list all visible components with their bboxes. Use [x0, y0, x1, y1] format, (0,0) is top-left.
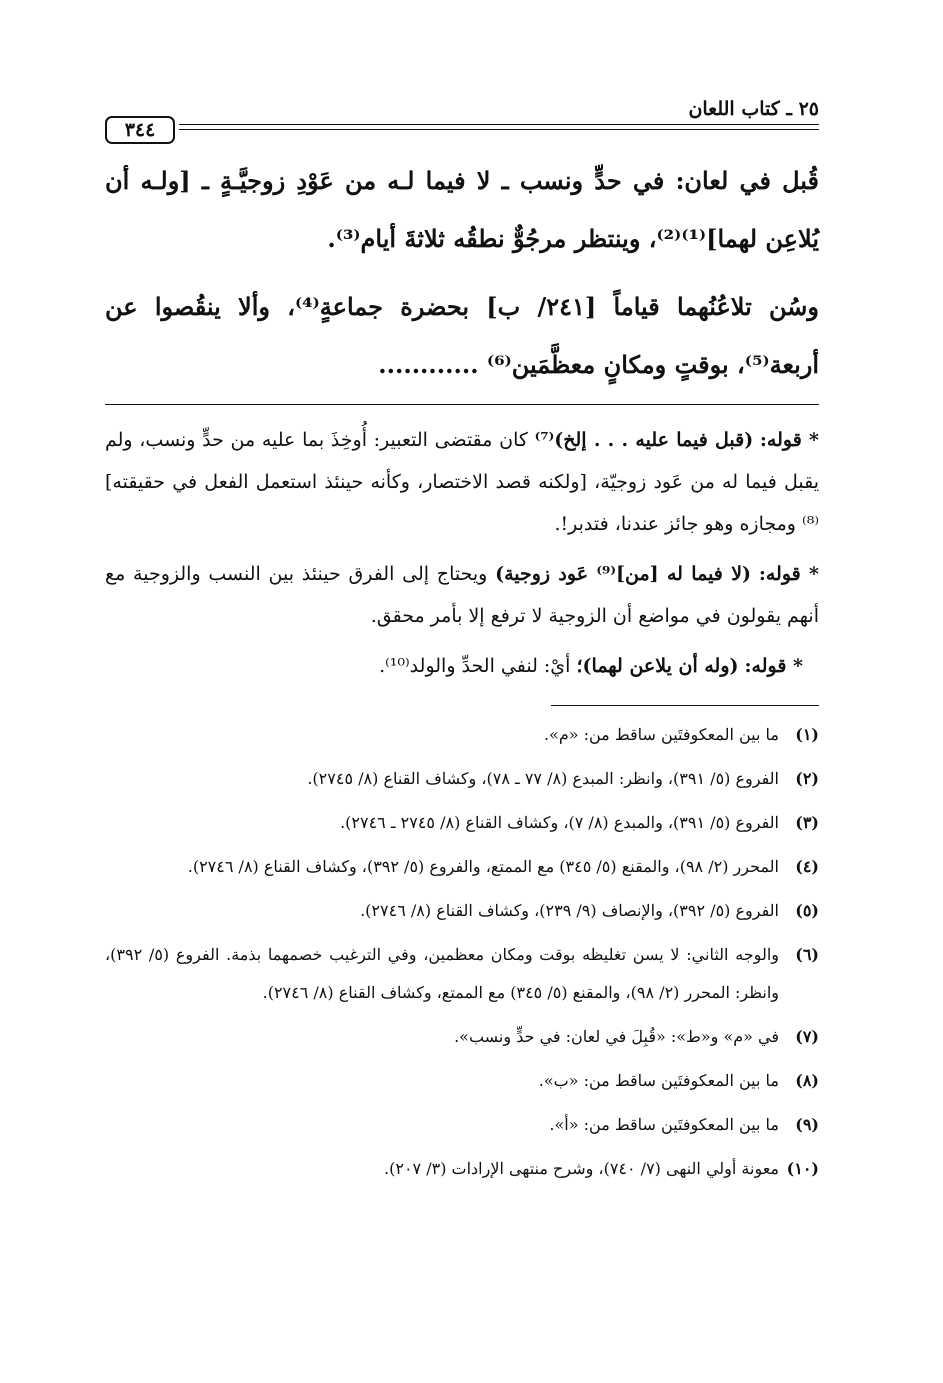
footnote [105, 1106, 819, 1144]
footnote [105, 804, 819, 842]
footnote-text: في «م» و«ط»: «قُبِلَ في لعان: في حدٍّ ونسب». [454, 1027, 779, 1046]
commentary-text: كان مقتضى التعبير: أُوخِذَ بما عليه من حدٍّ ونسب، ولم يقبل فيما له من عَود زوجيّة، [ولكنه قصد الاختصار، وكأنه حينئذ استعمل الفعل في حقيقته]⁽⁸⁾ ومجازه وهو جائز عندنا، فتدبر!. [105, 429, 819, 535]
footnote-number: (٧) [795, 1027, 819, 1046]
footnote-text: ما بين المعكوفتَين ساقط من: «م». [543, 725, 779, 744]
commentary-quote: (قبل فيما عليه . . . إلخ)⁽⁷⁾ [534, 429, 754, 451]
footnote-number: (٦) [795, 945, 819, 964]
footnote [105, 1062, 819, 1100]
main-paragraph [105, 278, 819, 394]
main-paragraph-text: وسُن تلاعُنُهما قياماً [٢٤١/ ب] بحضرة جماعةٍ⁽⁴⁾، وألا ينقُصوا عن أربعة⁽⁵⁾، بوقتٍ ومكانٍ معظَّمَين⁽⁶⁾ [105, 292, 819, 379]
main-paragraph: قُبل في لعان: في حدٍّ ونسب ـ لا فيما لـه من عَوْدِ زوجيَّـةٍ ـ [ولـه أن يُلاعِن لهما]⁽¹⁾⁽²⁾، وينتظر مرجُوٌّ نطقُه ثلاثةَ أيام⁽³⁾. [105, 166, 819, 253]
footnote-text: ما بين المعكوفتَين ساقط من: «أ». [549, 1115, 779, 1134]
footnote-number: (١) [795, 725, 819, 744]
footnote-number: (٢) [795, 769, 819, 788]
footnote-text: الفروع (٥/ ٣٩٢)، والإنصاف (٩/ ٢٣٩)، وكشاف القناع (٨/ ٢٧٤٦). [360, 901, 779, 920]
footnote-text: ما بين المعكوفتَين ساقط من: «ب». [538, 1071, 779, 1090]
footnote-text: والوجه الثاني: لا يسن تغليظه بوقت ومكان معظمين، وفي الترغيب خصمهما بذمة. الفروع (٥/ ٣٩٢)، وانظر: المحرر (٢/ ٩٨)، والمقنع (٥/ ٣٤٥) مع الممتع، وكشاف القناع (٨/ ٢٧٤٦). [105, 945, 779, 1002]
footnote [105, 892, 819, 930]
commentary-lead: * قوله: [758, 563, 819, 585]
commentary-paragraph [105, 553, 819, 637]
footnote-text: الفروع (٥/ ٣٩١)، والمبدع (٨/ ٧)، وكشاف القناع (٨/ ٢٧٤٥ ـ ٢٧٤٦). [340, 813, 779, 832]
commentary-quote: (وله أن يلاعن لهما)؛ [576, 655, 739, 677]
page-header [105, 88, 819, 141]
footnote [105, 716, 819, 754]
footnote [105, 1018, 819, 1056]
footnote-number: (٨) [795, 1071, 819, 1090]
footnote-number: (٩) [795, 1115, 819, 1134]
commentary-text: أيْ: لنفي الحدِّ والولد⁽¹⁰⁾. [379, 655, 571, 677]
footnote-text: المحرر (٢/ ٩٨)، والمقنع (٥/ ٣٤٥) مع الممتع، والفروع (٥/ ٣٩٢)، وكشاف القناع (٨/ ٢٧٤٦). [187, 857, 779, 876]
footnotes [105, 716, 819, 1188]
footnote-divider [551, 705, 819, 706]
footnote [105, 936, 819, 1012]
footnote-number: (١٠) [786, 1159, 819, 1178]
commentary-text: ويحتاج إلى الفرق حينئذ بين النسب والزوجية مع أنهم يقولون في مواضع أن الزوجية لا ترفع إلا بأمر محقق. [105, 563, 819, 627]
footnote [105, 1150, 819, 1188]
header-rule [179, 124, 819, 130]
commentary-quote: (لا فيما له [من]⁽⁹⁾ عَود زوجية) [495, 563, 752, 585]
footnote [105, 848, 819, 886]
main-text [105, 152, 819, 394]
commentary-paragraph [105, 645, 819, 687]
book-page [105, 88, 819, 1194]
leader-dots: ............ [378, 350, 479, 379]
commentary-divider [105, 404, 819, 405]
commentary-paragraph [105, 419, 819, 545]
footnote-number: (٤) [795, 857, 819, 876]
commentary [105, 419, 819, 687]
footnote-text: الفروع (٥/ ٣٩١)، وانظر: المبدع (٨/ ٧٧ ـ ٧٨)، وكشاف القناع (٨/ ٢٧٤٥). [307, 769, 779, 788]
footnote-text: معونة أولي النهى (٧/ ٧٤٠)، وشرح منتهى الإرادات (٣/ ٢٠٧). [384, 1159, 779, 1178]
commentary-lead: * قوله: [759, 429, 819, 451]
running-title: ٢٥ ـ كتاب اللعان [688, 98, 819, 120]
footnote-number: (٣) [795, 813, 819, 832]
commentary-lead: * قوله: [744, 655, 803, 677]
footnote-number: (٥) [795, 901, 819, 920]
footnote [105, 760, 819, 798]
page-number: ٣٤٤ [105, 116, 175, 144]
